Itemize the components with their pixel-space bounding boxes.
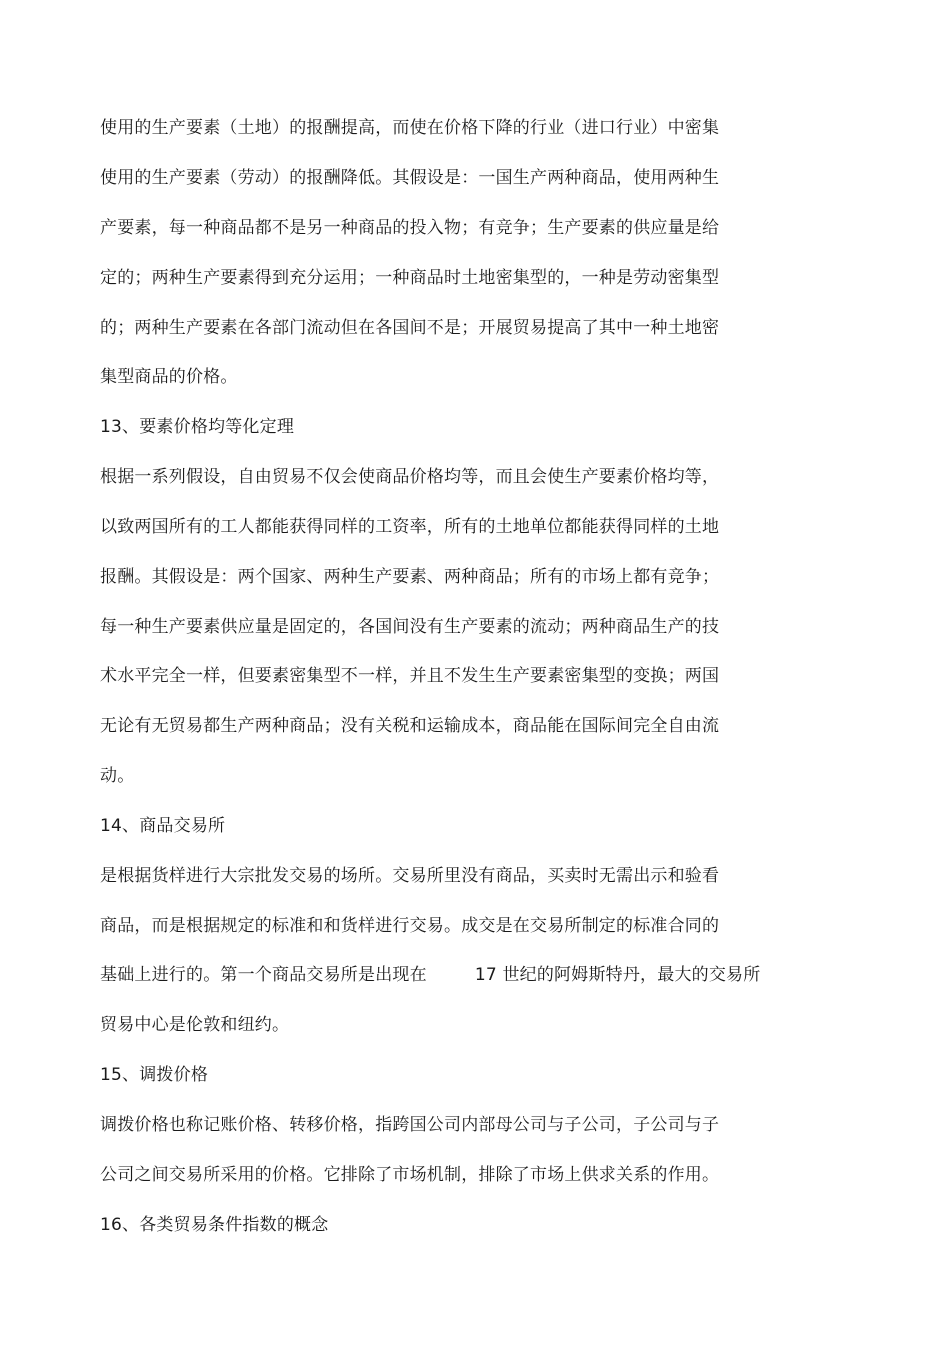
paragraph-segment: 基础上进行的。第一个商品交易所是出现在 [100,965,427,985]
paragraph-line: 无论有无贸易都生产两种商品；没有关税和运输成本，商品能在国际间完全自由流 [100,716,720,736]
paragraph-line: 以致两国所有的工人都能获得同样的工资率，所有的土地单位都能获得同样的土地 [100,517,720,537]
paragraph-line: 报酬。其假设是：两个国家、两种生产要素、两种商品；所有的市场上都有竞争； [100,567,720,587]
paragraph-line: 术水平完全一样，但要素密集型不一样，并且不发生生产要素密集型的变换；两国 [100,666,720,686]
paragraph-segment: 17 世纪的阿姆斯特丹，最大的交易所 [474,965,761,985]
paragraph-line: 定的；两种生产要素得到充分运用；一种商品时土地密集型的，一种是劳动密集型 [100,268,720,288]
section-heading: 14、商品交易所 [100,816,226,836]
paragraph-line: 产要素，每一种商品都不是另一种商品的投入物；有竞争；生产要素的供应量是给 [100,218,720,238]
paragraph-line [100,964,760,986]
section-heading: 13、要素价格均等化定理 [100,417,295,437]
paragraph-line: 商品，而是根据规定的标准和和货样进行交易。成交是在交易所制定的标准合同的 [100,916,720,936]
section-heading: 16、各类贸易条件指数的概念 [100,1215,329,1235]
paragraph-line: 根据一系列假设，自由贸易不仅会使商品价格均等，而且会使生产要素价格均等， [100,467,720,487]
paragraph-line: 使用的生产要素（劳动）的报酬降低。其假设是：一国生产两种商品，使用两种生 [100,168,720,188]
paragraph-line: 的；两种生产要素在各部门流动但在各国间不是；开展贸易提高了其中一种土地密 [100,318,720,338]
paragraph-line: 使用的生产要素（土地）的报酬提高，而使在价格下降的行业（进口行业）中密集 [100,118,720,138]
section-heading: 15、调拨价格 [100,1065,209,1085]
paragraph-line: 集型商品的价格。 [100,367,238,387]
paragraph-line: 贸易中心是伦敦和纽约。 [100,1015,290,1035]
paragraph-line: 调拨价格也称记账价格、转移价格，指跨国公司内部母公司与子公司，子公司与子 [100,1115,720,1135]
paragraph-line: 动。 [100,766,135,786]
paragraph-line: 公司之间交易所采用的价格。它排除了市场机制，排除了市场上供求关系的作用。 [100,1165,720,1185]
paragraph-line: 是根据货样进行大宗批发交易的场所。交易所里没有商品，买卖时无需出示和验看 [100,866,720,886]
paragraph-line: 每一种生产要素供应量是固定的，各国间没有生产要素的流动；两种商品生产的技 [100,617,720,637]
